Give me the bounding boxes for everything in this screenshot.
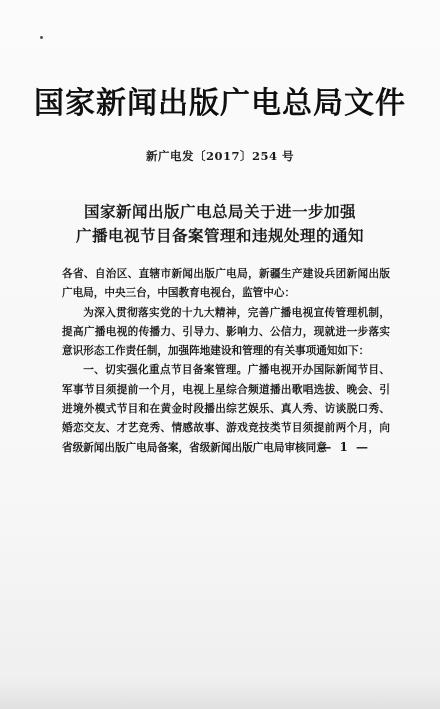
paragraph-intro: 为深入贯彻落实党的十九大精神，完善广播电视宣传管理机制，提高广播电视的传播力、引导力、影响力、公信力，现就进一步落实意识形态工作责任制，加强阵地建设和管理的有关事项通知如下： — [62, 306, 390, 358]
document-header-title: 国家新闻出版广电总局文件 — [34, 86, 406, 121]
scan-speck — [39, 35, 43, 39]
addressee: 各省、自治区、直辖市新闻出版广电局，新疆生产建设兵团新闻出版广电局，中央三台，中国教育电视台，监管中心： — [62, 268, 390, 300]
scan-shadow — [0, 679, 440, 709]
paragraph-item-1: 一、切实强化重点节目备案管理。广播电视开办国际新闻节目、军事节目须提前一个月，电视上星综合频道播出歌唱选拔、晚会、引进境外模式节目和在黄金时段播出综艺娱乐、真人秀、访谈脱口秀、婚恋交友、才艺竞秀、情感故事、游戏竞技类节目须提前两个月，向省级新闻出版广电局备案，省级新闻出版广电局审核同意 — [62, 364, 390, 454]
document-number: 新广电发〔2017〕254 号 — [145, 149, 294, 163]
notice-title-line-2: 广播电视节目备案管理和违规处理的通知 — [75, 226, 364, 245]
document-body — [62, 265, 390, 458]
page-number: — 1 — — [319, 440, 370, 454]
notice-title-line-1: 国家新闻出版广电总局关于进一步加强 — [83, 202, 356, 221]
